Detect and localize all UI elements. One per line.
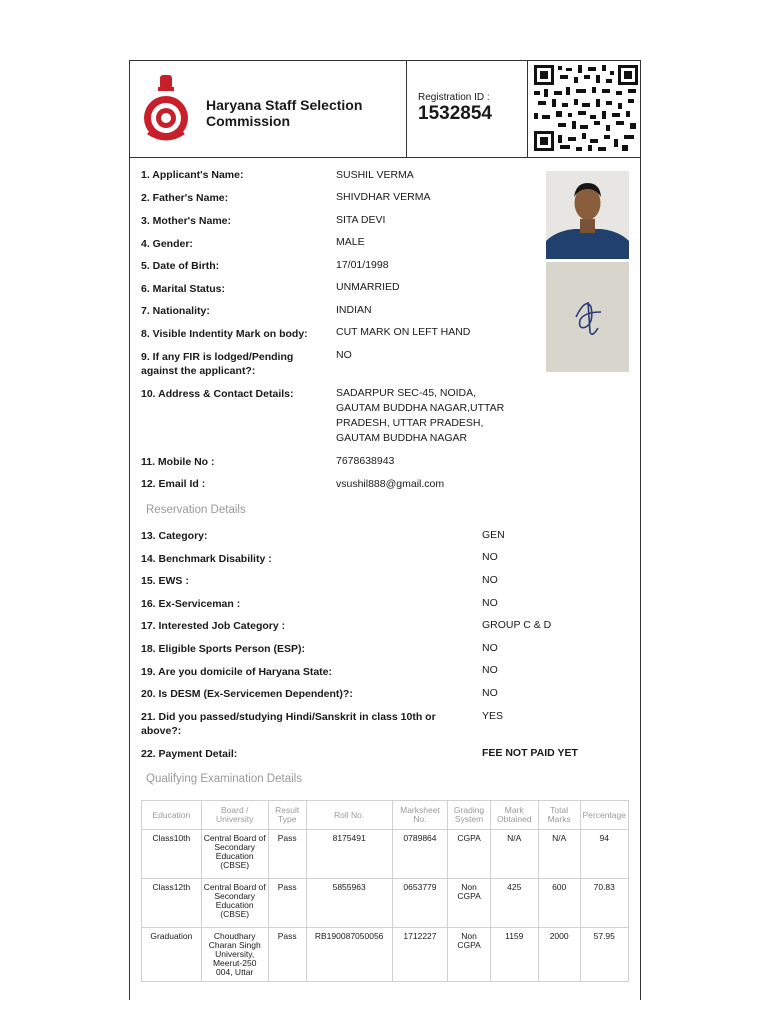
marital-status-label: 6. Marital Status: — [141, 283, 226, 295]
cell-marksheet: 0789864 — [392, 830, 448, 879]
nationality-value: INDIAN — [336, 304, 372, 316]
email-label: 12. Email Id : — [141, 478, 206, 490]
cell-roll: 8175491 — [306, 830, 392, 879]
hindi-sanskrit-label: 21. Did you passed/studying Hindi/Sanskrit in class 10th or above?: — [141, 711, 436, 737]
cell-result: Pass — [268, 928, 306, 982]
cell-result: Pass — [268, 830, 306, 879]
address-value: SADARPUR SEC-45, NOIDA, GAUTAM BUDDHA NAGAR,UTTAR PRADESH, UTTAR PRADESH, GAUTAM BUDDHA NAGAR — [336, 387, 505, 444]
identity-mark-value: CUT MARK ON LEFT HAND — [336, 326, 471, 338]
cell-total: 2000 — [538, 928, 580, 982]
qualifying-section-title: Qualifying Examination Details — [146, 773, 302, 785]
signature-icon — [546, 262, 629, 372]
cell-grading: Non CGPA — [448, 879, 490, 928]
identity-mark-label: 8. Visible Indentity Mark on body: — [141, 328, 308, 340]
table-row — [142, 879, 629, 928]
col-education: Education — [142, 801, 202, 830]
cell-obtained: N/A — [490, 830, 538, 879]
mobile-label: 11. Mobile No : — [141, 456, 215, 468]
cell-percentage: 94 — [580, 830, 628, 879]
cell-board: Choudhary Charan Singh University, Meerut-250 004, Uttar — [201, 928, 268, 982]
father-name-value: SHIVDHAR VERMA — [336, 191, 431, 203]
cell-total: 600 — [538, 879, 580, 928]
cell-grading: Non CGPA — [448, 928, 490, 982]
payment-value: FEE NOT PAID YET — [482, 747, 578, 759]
benchmark-disability-value: NO — [482, 551, 498, 563]
hssc-emblem-icon — [142, 73, 190, 143]
benchmark-disability-label: 14. Benchmark Disability : — [141, 553, 272, 565]
sports-person-label: 18. Eligible Sports Person (ESP): — [141, 643, 305, 655]
hindi-sanskrit-value: YES — [482, 710, 504, 722]
table-row — [142, 928, 629, 982]
applicant-photo — [546, 171, 629, 259]
registration-form — [129, 60, 641, 1000]
domicile-label: 19. Are you domicile of Haryana State: — [141, 666, 333, 678]
ews-label: 15. EWS : — [141, 575, 189, 587]
mobile-value: 7678638943 — [336, 455, 395, 467]
mother-name-label: 3. Mother's Name: — [141, 215, 232, 227]
job-category-value: GROUP C & D — [482, 619, 552, 631]
cell-obtained: 425 — [490, 879, 538, 928]
col-mark-obtained: Mark Obtained — [490, 801, 538, 830]
table-row — [142, 830, 629, 879]
person-photo-icon — [546, 171, 629, 259]
applicant-name-value: SUSHIL VERMA — [336, 169, 414, 181]
cell-board: Central Board of Secondary Education (CBSE) — [201, 879, 268, 928]
col-percentage: Percentage — [580, 801, 628, 830]
cell-roll: RB190087050056 — [306, 928, 392, 982]
cell-education: Class12th — [142, 879, 202, 928]
cell-marksheet: 0653779 — [392, 879, 448, 928]
dob-label: 5. Date of Birth: — [141, 260, 220, 272]
nationality-label: 7. Nationality: — [141, 305, 210, 317]
fir-label: 9. If any FIR is lodged/Pending against the applicant?: — [141, 351, 294, 377]
reservation-section-title: Reservation Details — [146, 504, 246, 516]
cell-percentage: 57.95 — [580, 928, 628, 982]
desm-value: NO — [482, 687, 498, 699]
form-header — [130, 61, 640, 158]
col-grading: Grading System — [448, 801, 490, 830]
cell-roll: 5855963 — [306, 879, 392, 928]
col-result-type: Result Type — [268, 801, 306, 830]
registration-box — [406, 61, 528, 157]
qualifying-table — [141, 800, 629, 982]
table-header-row — [142, 801, 629, 830]
ews-value: NO — [482, 574, 498, 586]
email-value: vsushil888@gmail.com — [336, 478, 445, 490]
cell-board: Central Board of Secondary Education (CBSE) — [201, 830, 268, 879]
applicant-name-label: 1. Applicant's Name: — [141, 169, 244, 181]
desm-label: 20. Is DESM (Ex-Servicemen Dependent)?: — [141, 688, 353, 700]
category-value: GEN — [482, 529, 505, 541]
father-name-label: 2. Father's Name: — [141, 192, 229, 204]
cell-marksheet: 1712227 — [392, 928, 448, 982]
organization-name: Haryana Staff Selection Commission — [206, 97, 363, 129]
cell-education: Graduation — [142, 928, 202, 982]
applicant-signature — [546, 262, 629, 372]
domicile-value: NO — [482, 664, 498, 676]
cell-result: Pass — [268, 879, 306, 928]
fir-value: NO — [336, 349, 352, 361]
cell-education: Class10th — [142, 830, 202, 879]
col-board: Board / University — [201, 801, 268, 830]
cell-obtained: 1159 — [490, 928, 538, 982]
dob-value: 17/01/1998 — [336, 259, 389, 271]
cell-grading: CGPA — [448, 830, 490, 879]
qr-code-icon — [532, 63, 640, 153]
ex-serviceman-value: NO — [482, 597, 498, 609]
category-label: 13. Category: — [141, 530, 208, 542]
payment-label: 22. Payment Detail: — [141, 748, 238, 760]
ex-serviceman-label: 16. Ex-Serviceman : — [141, 598, 241, 610]
col-roll-no: Roll No. — [306, 801, 392, 830]
marital-status-value: UNMARRIED — [336, 281, 400, 293]
col-marksheet-no: Marksheet No. — [392, 801, 448, 830]
registration-label: Registration ID : — [418, 92, 490, 103]
gender-label: 4. Gender: — [141, 238, 193, 250]
cell-percentage: 70.83 — [580, 879, 628, 928]
gender-value: MALE — [336, 236, 365, 248]
cell-total: N/A — [538, 830, 580, 879]
mother-name-value: SITA DEVI — [336, 214, 386, 226]
job-category-label: 17. Interested Job Category : — [141, 620, 286, 632]
registration-id: 1532854 — [418, 103, 492, 124]
col-total-marks: Total Marks — [538, 801, 580, 830]
address-label: 10. Address & Contact Details: — [141, 388, 294, 400]
sports-person-value: NO — [482, 642, 498, 654]
